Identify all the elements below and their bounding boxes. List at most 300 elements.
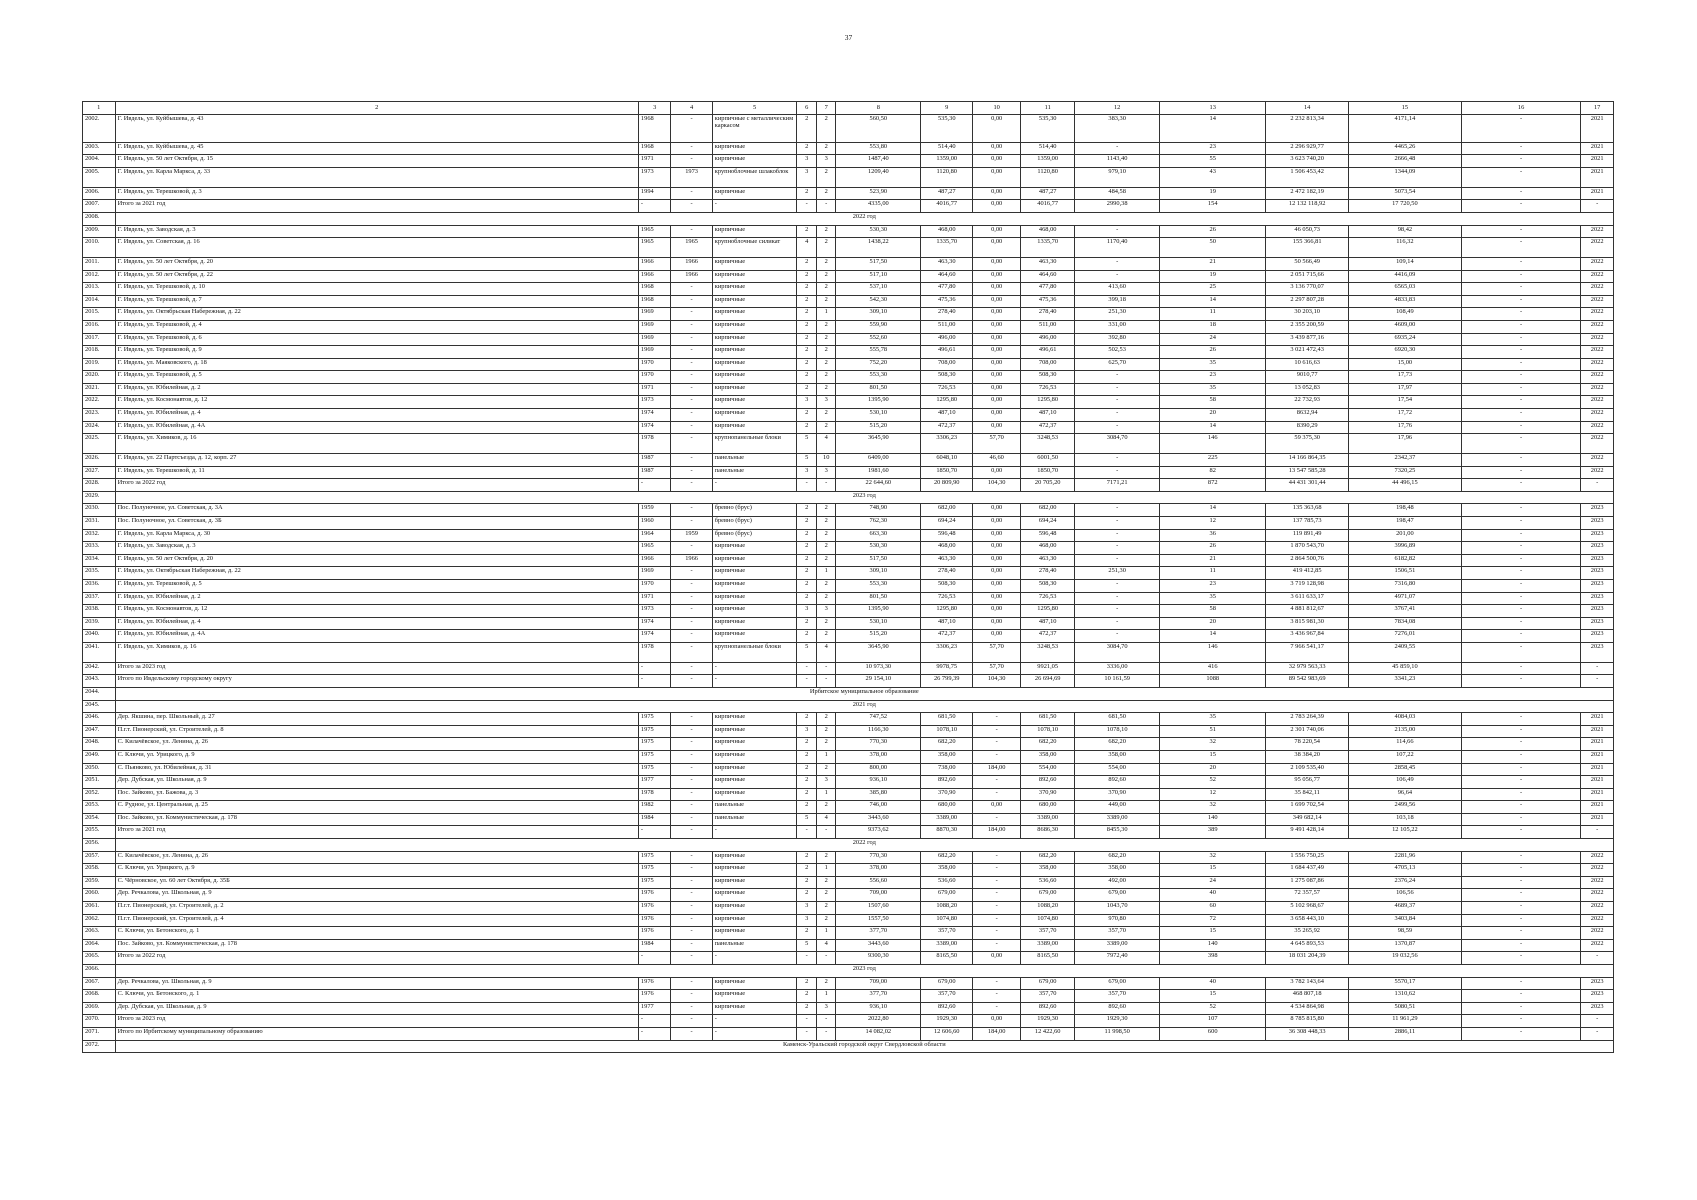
- floors-cell: -: [797, 200, 817, 213]
- wall-material-cell: кирпичные: [712, 283, 797, 296]
- unit-cost-cell: 5080,51: [1348, 1002, 1461, 1015]
- floors-cell: 2: [797, 542, 817, 555]
- residential-area-cell: 1295,80: [1021, 605, 1075, 618]
- plan-year-cell: 2022: [1581, 371, 1614, 384]
- private-area-cell: 3084,70: [1075, 434, 1160, 454]
- year-reconstruction-cell: -: [671, 939, 712, 952]
- premises-area-cell: 726,53: [921, 592, 973, 605]
- nonresidential-area-cell: 0,00: [973, 320, 1021, 333]
- table-row: [83, 977, 1614, 990]
- floors-cell: 2: [797, 504, 817, 517]
- year-reconstruction-cell: -: [671, 454, 712, 467]
- entrances-cell: 3: [816, 466, 836, 479]
- nonresidential-area-cell: 0,00: [973, 517, 1021, 530]
- row-number-cell: 2039.: [83, 617, 116, 630]
- row-number-cell: 2054.: [83, 813, 116, 826]
- extra-cell: -: [1461, 225, 1580, 238]
- premises-area-cell: 496,00: [921, 333, 973, 346]
- table-row: [83, 409, 1614, 422]
- floors-cell: 2: [797, 1002, 817, 1015]
- residential-area-cell: 463,30: [1021, 257, 1075, 270]
- column-header: 12: [1075, 102, 1160, 115]
- section-label-cell: Ирбитское муниципальное образование: [115, 687, 1613, 700]
- cost-cell: 2 864 500,76: [1266, 554, 1349, 567]
- table-row: [83, 876, 1614, 889]
- residential-area-cell: 8686,30: [1021, 826, 1075, 839]
- private-area-cell: 8455,30: [1075, 826, 1160, 839]
- total-area-cell: 555,78: [836, 346, 921, 359]
- premises-area-cell: 1074,80: [921, 914, 973, 927]
- column-header: 3: [638, 102, 671, 115]
- unit-cost-cell: 5570,17: [1348, 977, 1461, 990]
- private-area-cell: 331,00: [1075, 320, 1160, 333]
- residential-area-cell: 9921,05: [1021, 662, 1075, 675]
- entrances-cell: 1: [816, 864, 836, 877]
- residential-area-cell: 278,40: [1021, 567, 1075, 580]
- extra-cell: -: [1461, 927, 1580, 940]
- residential-area-cell: 6001,50: [1021, 454, 1075, 467]
- cost-cell: 32 979 563,33: [1266, 662, 1349, 675]
- wall-material-cell: кирпичные: [712, 914, 797, 927]
- residential-area-cell: 487,27: [1021, 187, 1075, 200]
- address-cell: Г. Ивдель, ул. 50 лет Октября, д. 22: [115, 270, 638, 283]
- residential-area-cell: 1335,70: [1021, 238, 1075, 258]
- wall-material-cell: кирпичные: [712, 396, 797, 409]
- entrances-cell: 2: [816, 738, 836, 751]
- total-area-cell: 515,20: [836, 630, 921, 643]
- year-built-cell: 1971: [638, 592, 671, 605]
- total-area-cell: 517,50: [836, 257, 921, 270]
- unit-cost-cell: 4705,13: [1348, 864, 1461, 877]
- floors-cell: 5: [797, 813, 817, 826]
- residential-area-cell: 487,10: [1021, 409, 1075, 422]
- residential-area-cell: 726,53: [1021, 383, 1075, 396]
- table-row: [83, 466, 1614, 479]
- wall-material-cell: кирпичные: [712, 308, 797, 321]
- residents-cell: 146: [1160, 642, 1266, 662]
- plan-year-cell: 2022: [1581, 346, 1614, 359]
- table-row: [83, 383, 1614, 396]
- entrances-cell: 2: [816, 504, 836, 517]
- address-cell: Дер. Речкалова, ул. Школьная, д. 9: [115, 977, 638, 990]
- row-number-cell: 2062.: [83, 914, 116, 927]
- row-number-cell: 2019.: [83, 358, 116, 371]
- address-cell: Г. Ивдель, ул. Куйбышева, д. 45: [115, 142, 638, 155]
- plan-year-cell: 2022: [1581, 396, 1614, 409]
- extra-cell: -: [1461, 713, 1580, 726]
- row-number-cell: 2060.: [83, 889, 116, 902]
- private-area-cell: -: [1075, 630, 1160, 643]
- unit-cost-cell: 103,18: [1348, 813, 1461, 826]
- address-cell: С. Рудное, ул. Центральная, д. 25: [115, 801, 638, 814]
- address-cell: Г. Ивдель, ул. Терешковой, д. 10: [115, 283, 638, 296]
- row-number-cell: 2046.: [83, 713, 116, 726]
- unit-cost-cell: 1310,62: [1348, 990, 1461, 1003]
- floors-cell: 3: [797, 605, 817, 618]
- total-area-cell: 10 973,30: [836, 662, 921, 675]
- table-row: [83, 200, 1614, 213]
- total-area-cell: 1507,60: [836, 902, 921, 915]
- wall-material-cell: -: [712, 675, 797, 688]
- entrances-cell: 4: [816, 434, 836, 454]
- total-area-cell: 9300,30: [836, 952, 921, 965]
- year-reconstruction-cell: -: [671, 990, 712, 1003]
- nonresidential-area-cell: 0,00: [973, 225, 1021, 238]
- wall-material-cell: кирпичные: [712, 776, 797, 789]
- cost-cell: 3 782 143,64: [1266, 977, 1349, 990]
- premises-area-cell: 472,37: [921, 421, 973, 434]
- plan-year-cell: 2023: [1581, 630, 1614, 643]
- floors-cell: 2: [797, 927, 817, 940]
- extra-cell: -: [1461, 167, 1580, 187]
- wall-material-cell: кирпичные: [712, 763, 797, 776]
- column-header: 4: [671, 102, 712, 115]
- residential-area-cell: 1850,70: [1021, 466, 1075, 479]
- floors-cell: 3: [797, 725, 817, 738]
- nonresidential-area-cell: 0,00: [973, 114, 1021, 142]
- year-reconstruction-cell: 1966: [671, 270, 712, 283]
- address-cell: Г. Ивдель, ул. 50 лет Октября, д. 20: [115, 257, 638, 270]
- residents-cell: 72: [1160, 914, 1266, 927]
- table-row: [83, 788, 1614, 801]
- premises-area-cell: 3306,23: [921, 434, 973, 454]
- residential-area-cell: 681,50: [1021, 713, 1075, 726]
- residential-area-cell: 8165,50: [1021, 952, 1075, 965]
- entrances-cell: -: [816, 662, 836, 675]
- row-number-cell: 2004.: [83, 155, 116, 168]
- entrances-cell: 2: [816, 876, 836, 889]
- year-reconstruction-cell: -: [671, 889, 712, 902]
- entrances-cell: 2: [816, 346, 836, 359]
- table-row: [83, 662, 1614, 675]
- premises-area-cell: 357,70: [921, 990, 973, 1003]
- extra-cell: -: [1461, 358, 1580, 371]
- table-row: [83, 605, 1614, 618]
- cost-cell: 155 366,81: [1266, 238, 1349, 258]
- year-reconstruction-cell: 1965: [671, 238, 712, 258]
- nonresidential-area-cell: 0,00: [973, 270, 1021, 283]
- nonresidential-area-cell: -: [973, 738, 1021, 751]
- floors-cell: 2: [797, 346, 817, 359]
- year-built-cell: 1965: [638, 225, 671, 238]
- unit-cost-cell: 15,00: [1348, 358, 1461, 371]
- residential-area-cell: 26 694,69: [1021, 675, 1075, 688]
- address-cell: Итого за 2023 год: [115, 1015, 638, 1028]
- table-row: [83, 952, 1614, 965]
- private-area-cell: 892,60: [1075, 1002, 1160, 1015]
- year-built-cell: 1975: [638, 876, 671, 889]
- nonresidential-area-cell: -: [973, 939, 1021, 952]
- extra-cell: -: [1461, 592, 1580, 605]
- premises-area-cell: 20 809,90: [921, 479, 973, 492]
- address-cell: Г. Ивдель, ул. Химиков, д. 16: [115, 434, 638, 454]
- row-number-cell: 2061.: [83, 902, 116, 915]
- extra-cell: -: [1461, 605, 1580, 618]
- residential-area-cell: 682,20: [1021, 738, 1075, 751]
- entrances-cell: 4: [816, 813, 836, 826]
- page-number: 37: [844, 33, 853, 42]
- extra-cell: -: [1461, 642, 1580, 662]
- nonresidential-area-cell: -: [973, 902, 1021, 915]
- private-area-cell: 7972,40: [1075, 952, 1160, 965]
- row-number-cell: 2047.: [83, 725, 116, 738]
- row-number-cell: 2071.: [83, 1027, 116, 1040]
- entrances-cell: 1: [816, 927, 836, 940]
- year-built-cell: 1964: [638, 529, 671, 542]
- entrances-cell: 2: [816, 333, 836, 346]
- wall-material-cell: кирпичные: [712, 876, 797, 889]
- address-cell: С. Килачёвское, ул. Ленина, д. 26: [115, 851, 638, 864]
- nonresidential-area-cell: 0,00: [973, 238, 1021, 258]
- unit-cost-cell: 19 032,56: [1348, 952, 1461, 965]
- entrances-cell: 2: [816, 889, 836, 902]
- total-area-cell: 1395,90: [836, 605, 921, 618]
- private-area-cell: 625,70: [1075, 358, 1160, 371]
- total-area-cell: 29 154,10: [836, 675, 921, 688]
- residential-area-cell: 596,48: [1021, 529, 1075, 542]
- wall-material-cell: кирпичные: [712, 788, 797, 801]
- year-built-cell: 1969: [638, 320, 671, 333]
- premises-area-cell: 278,40: [921, 567, 973, 580]
- extra-cell: -: [1461, 333, 1580, 346]
- year-built-cell: -: [638, 952, 671, 965]
- nonresidential-area-cell: -: [973, 788, 1021, 801]
- address-cell: Итого по Ирбитскому муниципальному образованию: [115, 1027, 638, 1040]
- nonresidential-area-cell: -: [973, 813, 1021, 826]
- year-reconstruction-cell: -: [671, 142, 712, 155]
- year-reconstruction-cell: -: [671, 662, 712, 675]
- floors-cell: 2: [797, 358, 817, 371]
- private-area-cell: -: [1075, 617, 1160, 630]
- premises-area-cell: 508,30: [921, 579, 973, 592]
- row-number-cell: 2069.: [83, 1002, 116, 1015]
- address-cell: Г. Ивдель, ул. Юбилейная, д. 4: [115, 409, 638, 422]
- row-number-cell: 2017.: [83, 333, 116, 346]
- total-area-cell: 1395,90: [836, 396, 921, 409]
- year-built-cell: 1974: [638, 409, 671, 422]
- year-reconstruction-cell: -: [671, 750, 712, 763]
- year-built-cell: -: [638, 200, 671, 213]
- residents-cell: 12: [1160, 788, 1266, 801]
- residents-cell: 32: [1160, 801, 1266, 814]
- plan-year-cell: 2021: [1581, 725, 1614, 738]
- residents-cell: 26: [1160, 542, 1266, 555]
- plan-year-cell: 2023: [1581, 579, 1614, 592]
- total-area-cell: 1209,40: [836, 167, 921, 187]
- nonresidential-area-cell: 0,00: [973, 333, 1021, 346]
- cost-cell: 3 439 877,16: [1266, 333, 1349, 346]
- column-header: 15: [1348, 102, 1461, 115]
- address-cell: Итого за 2021 год: [115, 826, 638, 839]
- nonresidential-area-cell: 0,00: [973, 466, 1021, 479]
- extra-cell: -: [1461, 579, 1580, 592]
- year-built-cell: 1971: [638, 383, 671, 396]
- nonresidential-area-cell: 0,00: [973, 605, 1021, 618]
- private-area-cell: -: [1075, 529, 1160, 542]
- row-number-cell: 2043.: [83, 675, 116, 688]
- year-reconstruction-cell: 1973: [671, 167, 712, 187]
- table-row: [83, 421, 1614, 434]
- floors-cell: 2: [797, 142, 817, 155]
- total-area-cell: 746,00: [836, 801, 921, 814]
- cost-cell: 44 431 301,44: [1266, 479, 1349, 492]
- table-row: [83, 554, 1614, 567]
- residents-cell: 11: [1160, 308, 1266, 321]
- unit-cost-cell: 108,49: [1348, 308, 1461, 321]
- private-area-cell: -: [1075, 605, 1160, 618]
- unit-cost-cell: 2886,11: [1348, 1027, 1461, 1040]
- wall-material-cell: кирпичные: [712, 1002, 797, 1015]
- floors-cell: 3: [797, 466, 817, 479]
- plan-year-cell: 2022: [1581, 409, 1614, 422]
- column-header: 6: [797, 102, 817, 115]
- premises-area-cell: 358,00: [921, 864, 973, 877]
- table-row: [83, 371, 1614, 384]
- address-cell: Г. Ивдель, ул. Юбилейная, д. 4А: [115, 421, 638, 434]
- entrances-cell: -: [816, 826, 836, 839]
- premises-area-cell: 682,20: [921, 738, 973, 751]
- year-reconstruction-cell: -: [671, 225, 712, 238]
- plan-year-cell: 2022: [1581, 383, 1614, 396]
- residential-area-cell: 535,30: [1021, 114, 1075, 142]
- nonresidential-area-cell: 0,00: [973, 617, 1021, 630]
- private-area-cell: 392,80: [1075, 333, 1160, 346]
- year-built-cell: 1976: [638, 927, 671, 940]
- row-number-cell: 2013.: [83, 283, 116, 296]
- private-area-cell: 970,80: [1075, 914, 1160, 927]
- plan-year-cell: 2022: [1581, 270, 1614, 283]
- premises-area-cell: 508,30: [921, 371, 973, 384]
- nonresidential-area-cell: 0,00: [973, 1015, 1021, 1028]
- residents-cell: 14: [1160, 630, 1266, 643]
- private-area-cell: 682,20: [1075, 851, 1160, 864]
- row-number-cell: 2065.: [83, 952, 116, 965]
- year-built-cell: 1959: [638, 504, 671, 517]
- entrances-cell: 2: [816, 801, 836, 814]
- plan-year-cell: 2021: [1581, 750, 1614, 763]
- row-number-cell: 2016.: [83, 320, 116, 333]
- premises-area-cell: 1295,80: [921, 605, 973, 618]
- total-area-cell: 553,30: [836, 579, 921, 592]
- year-built-cell: 1982: [638, 801, 671, 814]
- address-cell: Г. Ивдель, ул. Карла Маркса, д. 33: [115, 167, 638, 187]
- row-number-cell: 2042.: [83, 662, 116, 675]
- year-reconstruction-cell: -: [671, 902, 712, 915]
- premises-area-cell: 370,90: [921, 788, 973, 801]
- wall-material-cell: кирпичные: [712, 409, 797, 422]
- floors-cell: 2: [797, 225, 817, 238]
- cost-cell: 8 785 815,80: [1266, 1015, 1349, 1028]
- wall-material-cell: кирпичные: [712, 371, 797, 384]
- total-area-cell: 4335,00: [836, 200, 921, 213]
- cost-cell: 72 357,57: [1266, 889, 1349, 902]
- wall-material-cell: -: [712, 1015, 797, 1028]
- residents-cell: 52: [1160, 1002, 1266, 1015]
- residential-area-cell: 358,00: [1021, 864, 1075, 877]
- table-row: [83, 167, 1614, 187]
- total-area-cell: 1438,22: [836, 238, 921, 258]
- plan-year-cell: 2022: [1581, 454, 1614, 467]
- year-reconstruction-cell: -: [671, 876, 712, 889]
- address-cell: Дер. Дубская, ул. Школьная, д. 9: [115, 1002, 638, 1015]
- residents-cell: 416: [1160, 662, 1266, 675]
- row-number-cell: 2052.: [83, 788, 116, 801]
- cost-cell: 13 052,83: [1266, 383, 1349, 396]
- table-row: [83, 579, 1614, 592]
- nonresidential-area-cell: 0,00: [973, 283, 1021, 296]
- residential-area-cell: 679,00: [1021, 977, 1075, 990]
- plan-year-cell: 2022: [1581, 283, 1614, 296]
- residential-area-cell: 511,00: [1021, 320, 1075, 333]
- residential-area-cell: 1074,80: [1021, 914, 1075, 927]
- wall-material-cell: кирпичные с металлическим каркасом: [712, 114, 797, 142]
- cost-cell: 13 547 585,28: [1266, 466, 1349, 479]
- year-reconstruction-cell: -: [671, 617, 712, 630]
- column-header: 14: [1266, 102, 1349, 115]
- floors-cell: 2: [797, 283, 817, 296]
- year-reconstruction-cell: -: [671, 675, 712, 688]
- plan-year-cell: 2022: [1581, 864, 1614, 877]
- extra-cell: -: [1461, 383, 1580, 396]
- column-header: 16: [1461, 102, 1580, 115]
- unit-cost-cell: 5073,54: [1348, 187, 1461, 200]
- cost-cell: 89 542 983,69: [1266, 675, 1349, 688]
- residents-cell: 24: [1160, 876, 1266, 889]
- floors-cell: 2: [797, 567, 817, 580]
- floors-cell: 2: [797, 776, 817, 789]
- private-area-cell: 399,18: [1075, 295, 1160, 308]
- nonresidential-area-cell: -: [973, 776, 1021, 789]
- year-reconstruction-cell: -: [671, 567, 712, 580]
- table-row: [83, 630, 1614, 643]
- row-number-cell: 2025.: [83, 434, 116, 454]
- cost-cell: 4 881 812,67: [1266, 605, 1349, 618]
- unit-cost-cell: 96,64: [1348, 788, 1461, 801]
- premises-area-cell: 738,00: [921, 763, 973, 776]
- nonresidential-area-cell: -: [973, 864, 1021, 877]
- address-cell: П.г.т. Пионерский, ул. Строителей, д. 4: [115, 914, 638, 927]
- address-cell: Г. Ивдель, ул. Космонавтов, д. 12: [115, 605, 638, 618]
- year-built-cell: 1973: [638, 396, 671, 409]
- year-built-cell: -: [638, 1015, 671, 1028]
- wall-material-cell: бревно (брус): [712, 504, 797, 517]
- private-area-cell: 449,00: [1075, 801, 1160, 814]
- table-row: [83, 333, 1614, 346]
- row-number-cell: 2020.: [83, 371, 116, 384]
- year-built-cell: -: [638, 479, 671, 492]
- wall-material-cell: кирпичные: [712, 542, 797, 555]
- floors-cell: 2: [797, 990, 817, 1003]
- wall-material-cell: кирпичные: [712, 864, 797, 877]
- table-row: [83, 225, 1614, 238]
- plan-year-cell: 2022: [1581, 939, 1614, 952]
- private-area-cell: -: [1075, 383, 1160, 396]
- private-area-cell: -: [1075, 409, 1160, 422]
- entrances-cell: 2: [816, 763, 836, 776]
- column-header: 17: [1581, 102, 1614, 115]
- extra-cell: -: [1461, 977, 1580, 990]
- plan-year-cell: -: [1581, 200, 1614, 213]
- table-row: [83, 801, 1614, 814]
- section-label-cell: 2023 год: [115, 965, 1613, 978]
- residents-cell: 20: [1160, 409, 1266, 422]
- entrances-cell: 1: [816, 308, 836, 321]
- nonresidential-area-cell: 0,00: [973, 187, 1021, 200]
- residential-area-cell: 3248,53: [1021, 434, 1075, 454]
- cost-cell: 2 472 182,19: [1266, 187, 1349, 200]
- premises-area-cell: 3389,00: [921, 813, 973, 826]
- floors-cell: 2: [797, 320, 817, 333]
